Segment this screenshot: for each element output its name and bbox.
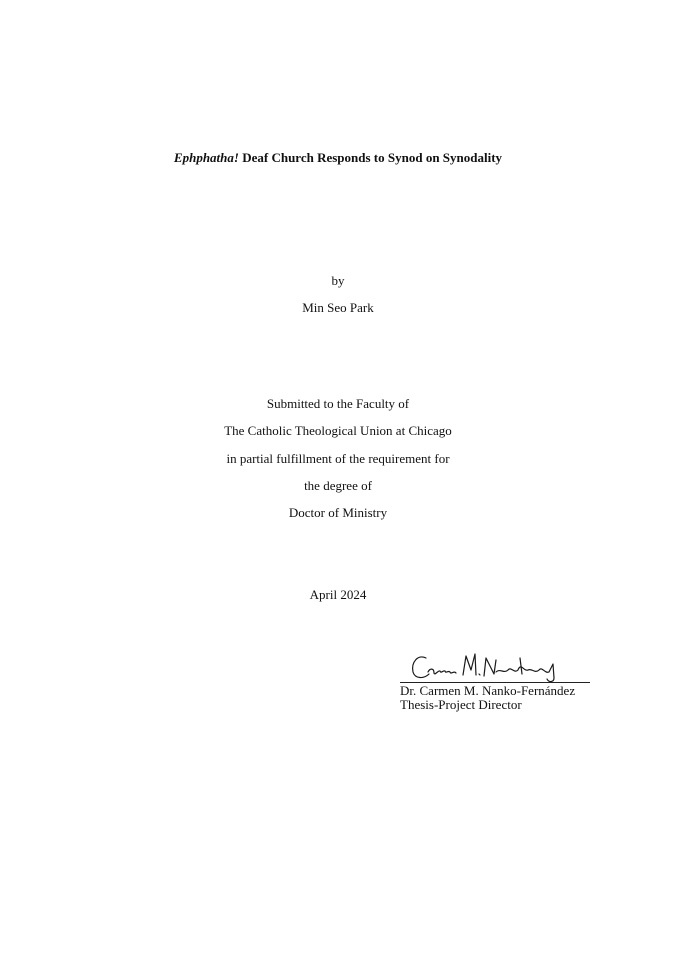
submission-line-2: The Catholic Theological Union at Chicago [224, 423, 452, 438]
thesis-title-italic: Ephphatha! [173, 150, 239, 165]
byline-by: by [331, 273, 345, 288]
submission-line-5: Doctor of Ministry [288, 505, 388, 520]
thesis-title [0, 150, 676, 166]
director-role: Thesis-Project Director [400, 697, 522, 712]
author-name: Min Seo Park [302, 300, 374, 315]
submission-line-4: the degree of [304, 478, 372, 493]
submission-line-1: Submitted to the Faculty of [266, 396, 410, 411]
thesis-title-rest: Deaf Church Responds to Synod on Synodality [238, 150, 503, 165]
submission-line-3: in partial fulfillment of the requirement for [226, 451, 450, 466]
handwritten-signature [408, 648, 568, 684]
submission-date: April 2024 [309, 587, 367, 602]
director-name: Dr. Carmen M. Nanko-Fernández [400, 683, 576, 698]
